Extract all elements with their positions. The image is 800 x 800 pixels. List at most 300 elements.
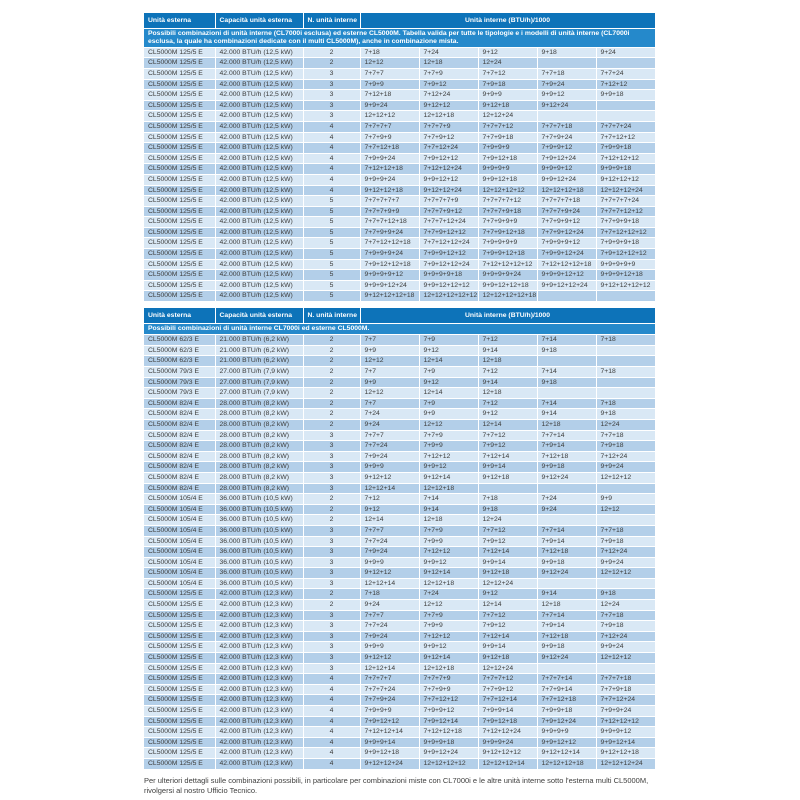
page-content [144, 13, 655, 797]
combo-cell: 9+12+12 [419, 100, 478, 111]
capacity-cell: 42.000 BTU/h (12,3 kW) [215, 727, 303, 738]
table-row [144, 536, 655, 547]
combo-cell: 9+9+9+9 [478, 164, 537, 175]
external-unit-cell: CL5000M 125/5 E [144, 100, 215, 111]
combo-cell: 7+9+12 [419, 79, 478, 90]
combo-cell: 7+18 [360, 47, 419, 58]
combo-cell: 9+9+12 [419, 462, 478, 473]
capacity-cell: 42.000 BTU/h (12,5 kW) [215, 206, 303, 217]
combo-cell: 9+9+9+12 [537, 164, 596, 175]
table-row [144, 600, 655, 611]
combo-cell: 9+12+12+18 [596, 748, 655, 759]
combo-cell [537, 58, 596, 69]
combo-cell: 7+14 [537, 335, 596, 346]
combo-cell: 7+7+12 [478, 68, 537, 79]
table-row [144, 90, 655, 101]
combo-cell: 7+9+9+9+18 [596, 238, 655, 249]
combo-cell: 7+9+14 [537, 536, 596, 547]
table-row [144, 238, 655, 249]
combo-cell: 9+18 [537, 377, 596, 388]
combo-cell: 12+18 [537, 600, 596, 611]
capacity-cell: 42.000 BTU/h (12,3 kW) [215, 621, 303, 632]
combo-cell: 12+12+12+24 [596, 185, 655, 196]
combo-cell: 7+7+14 [537, 430, 596, 441]
combo-cell: 7+7+12+18 [537, 695, 596, 706]
external-unit-cell: CL5000M 125/5 E [144, 58, 215, 69]
combo-cell: 9+12+18 [478, 472, 537, 483]
capacity-cell: 42.000 BTU/h (12,5 kW) [215, 79, 303, 90]
combo-cell: 9+9+9+24 [478, 737, 537, 748]
table-row [144, 121, 655, 132]
combo-cell: 7+9+24 [537, 79, 596, 90]
external-unit-cell: CL5000M 105/4 E [144, 578, 215, 589]
combo-cell: 12+12+12+24 [596, 758, 655, 769]
combo-cell: 9+9+9+14 [360, 737, 419, 748]
external-unit-cell: CL5000M 125/5 E [144, 621, 215, 632]
capacity-cell: 36.000 BTU/h (10,5 kW) [215, 578, 303, 589]
n-units-cell: 5 [303, 217, 360, 228]
combo-cell: 12+12 [360, 388, 419, 399]
combo-cell: 12+12+24 [478, 578, 537, 589]
combo-cell: 7+7+9+9 [360, 132, 419, 143]
table-row [144, 249, 655, 260]
capacity-cell: 36.000 BTU/h (10,5 kW) [215, 557, 303, 568]
combo-cell: 7+7+24 [596, 68, 655, 79]
capacity-cell: 42.000 BTU/h (12,3 kW) [215, 706, 303, 717]
combo-cell: 9+12+14 [419, 472, 478, 483]
capacity-cell: 42.000 BTU/h (12,5 kW) [215, 196, 303, 207]
combo-cell: 7+7+9+9+18 [596, 217, 655, 228]
combo-cell: 7+7+7+9 [419, 674, 478, 685]
combo-cell: 9+9+12 [419, 642, 478, 653]
table-header-row [144, 308, 655, 323]
table-row [144, 653, 655, 664]
external-unit-cell: CL5000M 79/3 E [144, 388, 215, 399]
table-row [144, 377, 655, 388]
combo-cell: 7+9+9+12+12 [419, 249, 478, 260]
combo-cell: 9+9+9 [360, 557, 419, 568]
combo-cell: 7+9+9 [419, 441, 478, 452]
capacity-cell: 42.000 BTU/h (12,5 kW) [215, 280, 303, 291]
n-units-cell: 3 [303, 663, 360, 674]
combo-cell: 7+7+24 [360, 621, 419, 632]
n-units-cell: 2 [303, 367, 360, 378]
table-note: Possibili combinazioni di unità interne CL7000i ed esterne CL5000M. [144, 323, 655, 335]
n-units-cell: 3 [303, 483, 360, 494]
combo-cell: 9+12+12+18 [360, 185, 419, 196]
n-units-cell: 3 [303, 451, 360, 462]
combo-cell: 7+7+9+24 [537, 132, 596, 143]
combo-cell: 7+7+12+18 [360, 143, 419, 154]
external-unit-cell: CL5000M 125/5 E [144, 132, 215, 143]
combo-cell: 9+14 [537, 589, 596, 600]
combo-cell: 12+12 [419, 600, 478, 611]
combo-cell: 12+12+18 [419, 663, 478, 674]
combo-cell: 12+12 [596, 504, 655, 515]
combo-cell: 9+9+12+18 [360, 748, 419, 759]
combo-cell: 7+9+12 [478, 536, 537, 547]
combo-cell: 7+7+12 [478, 610, 537, 621]
external-unit-cell: CL5000M 125/5 E [144, 291, 215, 302]
external-unit-cell: CL5000M 125/5 E [144, 589, 215, 600]
combo-cell: 9+9+9+18 [596, 164, 655, 175]
combo-cell: 9+9 [360, 345, 419, 356]
capacity-cell: 42.000 BTU/h (12,5 kW) [215, 164, 303, 175]
combo-cell: 7+9+18 [596, 621, 655, 632]
capacity-cell: 42.000 BTU/h (12,3 kW) [215, 716, 303, 727]
capacity-cell: 28.000 BTU/h (8,2 kW) [215, 462, 303, 473]
combo-cell: 12+24 [596, 600, 655, 611]
combo-cell: 7+24 [537, 494, 596, 505]
combo-cell: 7+7+7+12 [478, 121, 537, 132]
capacity-cell: 42.000 BTU/h (12,5 kW) [215, 259, 303, 270]
combo-cell: 9+12+12+24 [360, 758, 419, 769]
combo-cell: 12+12+12+18 [537, 758, 596, 769]
n-units-cell: 3 [303, 621, 360, 632]
combo-cell: 9+14 [537, 409, 596, 420]
combo-cell: 7+7+7+12 [478, 674, 537, 685]
combo-cell: 7+12+14 [478, 547, 537, 558]
combo-cell: 7+7+24 [360, 441, 419, 452]
external-unit-cell: CL5000M 125/5 E [144, 706, 215, 717]
combo-cell: 7+12 [478, 335, 537, 346]
combo-cell: 9+9+12+12 [419, 174, 478, 185]
combo-cell: 7+9+9+9+9 [478, 238, 537, 249]
combo-cell: 7+12+24 [419, 90, 478, 101]
combo-cell: 7+7+7+7+12 [478, 196, 537, 207]
n-units-cell: 2 [303, 589, 360, 600]
n-units-cell: 2 [303, 356, 360, 367]
n-units-cell: 5 [303, 270, 360, 281]
table-row [144, 684, 655, 695]
combo-cell: 7+12+12 [419, 451, 478, 462]
combo-cell: 9+9+12+18 [478, 174, 537, 185]
external-unit-cell: CL5000M 79/3 E [144, 367, 215, 378]
combo-cell: 7+7+12+12+12 [596, 227, 655, 238]
n-units-cell: 5 [303, 249, 360, 260]
combo-cell: 7+12+12+18 [360, 164, 419, 175]
combinations-table-cl7000i [144, 308, 656, 770]
table-row [144, 174, 655, 185]
capacity-cell: 36.000 BTU/h (10,5 kW) [215, 536, 303, 547]
external-unit-cell: CL5000M 125/5 E [144, 206, 215, 217]
combo-cell: 12+18 [419, 58, 478, 69]
table-row [144, 132, 655, 143]
combo-cell: 9+18 [478, 504, 537, 515]
n-units-cell: 4 [303, 674, 360, 685]
table-row [144, 737, 655, 748]
combo-cell: 7+7+7+9+9 [360, 206, 419, 217]
table-row [144, 706, 655, 717]
external-unit-cell: CL5000M 82/4 E [144, 419, 215, 430]
n-units-cell: 5 [303, 259, 360, 270]
combo-cell: 7+9+9+9+12 [537, 238, 596, 249]
external-unit-cell: CL5000M 105/4 E [144, 536, 215, 547]
combo-cell: 9+9+12+24 [419, 748, 478, 759]
combo-cell: 12+12+12+14 [478, 758, 537, 769]
n-units-cell: 4 [303, 121, 360, 132]
table-row [144, 674, 655, 685]
combo-cell: 7+12+12+12 [596, 153, 655, 164]
combo-cell: 9+9+9+18 [419, 737, 478, 748]
capacity-cell: 42.000 BTU/h (12,5 kW) [215, 185, 303, 196]
n-units-cell: 4 [303, 706, 360, 717]
combo-cell: 12+12+12+12 [419, 758, 478, 769]
n-units-cell: 3 [303, 610, 360, 621]
combo-cell: 7+9+9+12 [537, 143, 596, 154]
combo-cell: 7+12+24 [596, 451, 655, 462]
combo-cell: 7+9+12+14 [419, 716, 478, 727]
combo-cell: 7+12+14 [478, 631, 537, 642]
capacity-cell: 27.000 BTU/h (7,9 kW) [215, 377, 303, 388]
external-unit-cell: CL5000M 125/5 E [144, 47, 215, 58]
combo-cell: 9+9+9+12+24 [360, 280, 419, 291]
combo-cell: 9+12 [419, 377, 478, 388]
combo-cell [596, 388, 655, 399]
capacity-cell: 42.000 BTU/h (12,5 kW) [215, 217, 303, 228]
n-units-cell: 4 [303, 758, 360, 769]
capacity-cell: 42.000 BTU/h (12,5 kW) [215, 153, 303, 164]
table-row [144, 409, 655, 420]
table-row [144, 419, 655, 430]
combo-cell: 7+9+9+9 [360, 706, 419, 717]
table-note: Possibili combinazioni di unità interne (CL7000i esclusa) ed esterne CL5000M. Tabella valida per tutte le tipologie e i modelli di unità interne (CL7000i esclusa, la quale ha combinazioni dedicate con il multi CL5000M), anche in combinazione mista. [144, 28, 655, 47]
combo-cell: 7+7+12+12 [419, 695, 478, 706]
combo-cell: 7+9+9+12+18 [478, 249, 537, 260]
external-unit-cell: CL5000M 82/4 E [144, 451, 215, 462]
combo-cell: 7+7+12+12 [596, 132, 655, 143]
table-row [144, 483, 655, 494]
combo-cell: 9+9 [596, 494, 655, 505]
combo-cell: 9+9+24 [596, 557, 655, 568]
combo-cell: 7+12+24 [596, 631, 655, 642]
combo-cell: 9+9+18 [537, 557, 596, 568]
n-units-cell: 2 [303, 377, 360, 388]
combo-cell: 7+14 [419, 494, 478, 505]
table-row [144, 143, 655, 154]
combo-cell: 7+12+12+14 [360, 727, 419, 738]
combo-cell: 9+12+12+14 [537, 748, 596, 759]
combo-cell: 9+9+9+9+9 [596, 259, 655, 270]
combo-cell: 7+9+9+18 [596, 143, 655, 154]
combo-cell: 7+7+7+9+12 [419, 206, 478, 217]
capacity-cell: 42.000 BTU/h (12,5 kW) [215, 90, 303, 101]
col-header-external-unit: Unità esterna [144, 308, 215, 323]
capacity-cell: 28.000 BTU/h (8,2 kW) [215, 483, 303, 494]
combo-cell [537, 388, 596, 399]
table-row [144, 663, 655, 674]
table-row [144, 345, 655, 356]
table-row [144, 557, 655, 568]
combo-cell: 12+14 [419, 356, 478, 367]
n-units-cell: 2 [303, 504, 360, 515]
combo-cell: 9+12 [478, 409, 537, 420]
combo-cell: 7+9 [419, 367, 478, 378]
combo-cell [537, 515, 596, 526]
external-unit-cell: CL5000M 79/3 E [144, 377, 215, 388]
capacity-cell: 36.000 BTU/h (10,5 kW) [215, 547, 303, 558]
table-row [144, 291, 655, 302]
table-header-row [144, 13, 655, 28]
combo-cell: 7+9+9+9+24 [360, 249, 419, 260]
capacity-cell: 42.000 BTU/h (12,3 kW) [215, 737, 303, 748]
n-units-cell: 5 [303, 280, 360, 291]
combo-cell: 9+12+12+12 [478, 748, 537, 759]
table-row [144, 578, 655, 589]
table-row [144, 451, 655, 462]
table-row [144, 356, 655, 367]
combo-cell: 7+9+24 [360, 451, 419, 462]
external-unit-cell: CL5000M 82/4 E [144, 483, 215, 494]
capacity-cell: 42.000 BTU/h (12,3 kW) [215, 674, 303, 685]
external-unit-cell: CL5000M 82/4 E [144, 462, 215, 473]
combo-cell: 9+9+9+9+18 [419, 270, 478, 281]
combo-cell: 9+12+12+12 [596, 174, 655, 185]
combo-cell: 7+7+9 [419, 610, 478, 621]
capacity-cell: 42.000 BTU/h (12,5 kW) [215, 132, 303, 143]
table-row [144, 441, 655, 452]
combo-cell [596, 345, 655, 356]
combo-cell: 9+24 [537, 504, 596, 515]
combo-cell: 12+12+18 [419, 483, 478, 494]
capacity-cell: 36.000 BTU/h (10,5 kW) [215, 504, 303, 515]
table-row [144, 472, 655, 483]
combo-cell [537, 356, 596, 367]
combo-cell: 9+12+12+12+12 [596, 280, 655, 291]
combo-cell: 7+9+12 [478, 441, 537, 452]
combo-cell: 7+7+9+12+24 [537, 227, 596, 238]
combo-cell: 7+7 [360, 335, 419, 346]
combo-cell: 7+9+12+24 [537, 716, 596, 727]
capacity-cell: 28.000 BTU/h (8,2 kW) [215, 430, 303, 441]
combo-cell: 7+9 [419, 398, 478, 409]
combo-cell: 7+9+9+14 [478, 706, 537, 717]
table-row [144, 206, 655, 217]
combo-cell: 7+7+18 [596, 430, 655, 441]
n-units-cell: 2 [303, 335, 360, 346]
capacity-cell: 42.000 BTU/h (12,5 kW) [215, 291, 303, 302]
combo-cell: 7+7+7+7 [360, 674, 419, 685]
table-row [144, 79, 655, 90]
table-row [144, 398, 655, 409]
n-units-cell: 3 [303, 111, 360, 122]
table-row [144, 610, 655, 621]
capacity-cell: 36.000 BTU/h (10,5 kW) [215, 568, 303, 579]
external-unit-cell: CL5000M 105/4 E [144, 547, 215, 558]
combo-cell: 7+7+14 [537, 610, 596, 621]
combo-cell: 9+12+12+12+18 [360, 291, 419, 302]
combo-cell [537, 663, 596, 674]
combo-cell: 7+12+12 [596, 79, 655, 90]
n-units-cell: 4 [303, 695, 360, 706]
combo-cell: 12+12+12+18 [537, 185, 596, 196]
table-row [144, 727, 655, 738]
external-unit-cell: CL5000M 125/5 E [144, 695, 215, 706]
combo-cell: 9+9+12+12 [537, 737, 596, 748]
combo-cell: 7+7+7 [360, 68, 419, 79]
combo-cell: 7+18 [596, 367, 655, 378]
table-row [144, 462, 655, 473]
combo-cell: 9+12+12+24 [419, 185, 478, 196]
combo-cell: 7+7+7+12+18 [360, 217, 419, 228]
capacity-cell: 27.000 BTU/h (7,9 kW) [215, 367, 303, 378]
combo-cell: 7+9+24 [360, 547, 419, 558]
external-unit-cell: CL5000M 125/5 E [144, 748, 215, 759]
n-units-cell: 4 [303, 185, 360, 196]
n-units-cell: 2 [303, 58, 360, 69]
combo-cell: 7+12+12 [419, 631, 478, 642]
combo-cell: 7+9+9 [419, 621, 478, 632]
combo-cell: 12+18 [537, 419, 596, 430]
combo-cell: 12+12+18 [419, 111, 478, 122]
combo-cell: 9+9+18 [596, 90, 655, 101]
combo-cell: 9+18 [596, 409, 655, 420]
capacity-cell: 42.000 BTU/h (12,5 kW) [215, 143, 303, 154]
combo-cell: 7+14 [537, 398, 596, 409]
combo-cell: 7+7 [360, 367, 419, 378]
combo-cell: 9+9+9+12+18 [596, 270, 655, 281]
combo-cell: 7+12 [360, 494, 419, 505]
n-units-cell: 3 [303, 578, 360, 589]
table-row [144, 270, 655, 281]
combo-cell: 7+7+9+12 [419, 132, 478, 143]
combo-cell: 7+9+12+12+12 [596, 249, 655, 260]
n-units-cell: 5 [303, 238, 360, 249]
external-unit-cell: CL5000M 62/3 E [144, 345, 215, 356]
capacity-cell: 42.000 BTU/h (12,3 kW) [215, 589, 303, 600]
n-units-cell: 4 [303, 748, 360, 759]
combo-cell: 7+12+18 [537, 547, 596, 558]
table-row [144, 621, 655, 632]
combo-cell: 9+9+14 [478, 642, 537, 653]
combo-cell: 9+9+9+24 [360, 174, 419, 185]
combo-cell: 7+24 [360, 409, 419, 420]
combo-cell: 7+9+18 [478, 79, 537, 90]
n-units-cell: 4 [303, 132, 360, 143]
combo-cell: 9+24 [360, 419, 419, 430]
n-units-cell: 3 [303, 547, 360, 558]
table-row [144, 164, 655, 175]
n-units-cell: 2 [303, 600, 360, 611]
external-unit-cell: CL5000M 125/5 E [144, 153, 215, 164]
external-unit-cell: CL5000M 82/4 E [144, 472, 215, 483]
combo-cell: 12+14 [419, 388, 478, 399]
external-unit-cell: CL5000M 125/5 E [144, 642, 215, 653]
external-unit-cell: CL5000M 125/5 E [144, 737, 215, 748]
combo-cell: 7+7+9+12 [478, 684, 537, 695]
combo-cell: 9+9+12+24 [537, 174, 596, 185]
n-units-cell: 3 [303, 79, 360, 90]
combo-cell: 9+12+18 [478, 653, 537, 664]
combo-cell: 9+9+12+12+24 [537, 280, 596, 291]
combo-cell: 7+7+9+9+9 [478, 217, 537, 228]
combo-cell: 9+9+12 [537, 90, 596, 101]
combo-cell [596, 377, 655, 388]
combo-cell: 9+9+24 [596, 642, 655, 653]
combo-cell: 7+7+12+12+24 [419, 238, 478, 249]
combo-cell: 7+9+9+24 [596, 706, 655, 717]
combo-cell: 9+9 [360, 377, 419, 388]
combo-cell: 9+12+24 [537, 472, 596, 483]
external-unit-cell: CL5000M 82/4 E [144, 409, 215, 420]
external-unit-cell: CL5000M 125/5 E [144, 143, 215, 154]
external-unit-cell: CL5000M 125/5 E [144, 653, 215, 664]
combo-cell [537, 578, 596, 589]
col-header-n-internal-units: N. unità interne [303, 308, 360, 323]
combo-cell [596, 663, 655, 674]
combo-cell: 7+7+14 [537, 525, 596, 536]
col-header-capacity: Capacità unità esterna [215, 308, 303, 323]
